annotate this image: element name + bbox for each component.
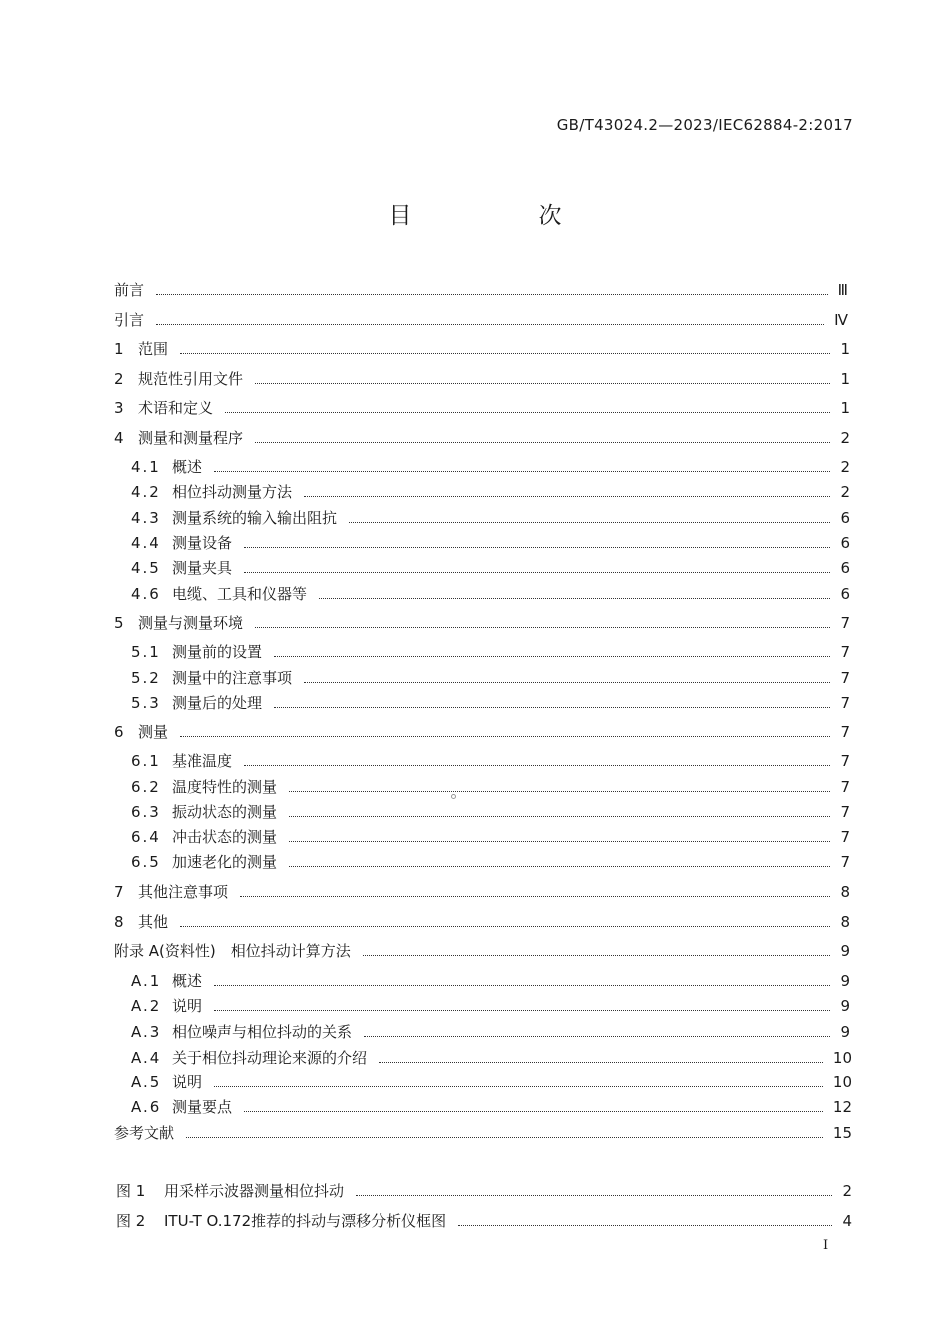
entry-label: 测量与测量环境 [138, 614, 244, 632]
entry-label: 规范性引用文件 [138, 370, 244, 388]
entry-label: 前言 [114, 281, 145, 299]
toc-entry[interactable] [114, 613, 850, 633]
dot-leader [240, 896, 830, 897]
dot-leader [255, 627, 830, 628]
dot-leader [255, 383, 830, 384]
toc-entry[interactable] [131, 642, 850, 662]
entry-label: 冲击状态的测量 [172, 828, 278, 846]
entry-page-number: 2 [840, 483, 850, 501]
toc-entry[interactable] [131, 777, 850, 797]
entry-label: 引言 [114, 311, 145, 329]
dot-leader [304, 682, 830, 683]
standard-code: GB/T43024.2—2023/IEC62884-2:2017 [556, 116, 853, 134]
toc-entry[interactable] [114, 369, 850, 389]
toc-entry[interactable] [131, 558, 850, 578]
toc-entry[interactable] [114, 280, 848, 300]
dot-leader [244, 547, 830, 548]
entry-page-number: 7 [840, 853, 850, 871]
entry-label: 测量要点 [172, 1098, 233, 1116]
dot-leader [274, 707, 830, 708]
toc-entry[interactable] [114, 722, 850, 742]
dot-leader [180, 926, 830, 927]
figure-list-entry[interactable] [116, 1181, 852, 1201]
entry-number: 8 [114, 913, 124, 931]
entry-label: 相位抖动测量方法 [172, 483, 293, 501]
entry-page-number: 12 [832, 1098, 852, 1116]
entry-number: 6.5 [131, 853, 161, 871]
entry-page-number: 7 [840, 803, 850, 821]
entry-page-number: 1 [840, 370, 850, 388]
entry-number: 4.6 [131, 585, 161, 603]
entry-page-number: 2 [840, 429, 850, 447]
footer-page-number: I [823, 1238, 829, 1253]
entry-page-number: 6 [840, 559, 850, 577]
entry-page-number: 7 [840, 694, 850, 712]
dot-leader [289, 816, 830, 817]
entry-label: 电缆、工具和仪器等 [172, 585, 308, 603]
toc-entry[interactable] [114, 339, 850, 359]
dot-leader [214, 1010, 830, 1011]
toc-entry[interactable] [131, 1097, 852, 1117]
entry-label: 概述 [172, 972, 203, 990]
entry-label: ITU-T O.172推荐的抖动与漂移分析仪框图 [164, 1212, 447, 1230]
entry-page-number: 4 [842, 1212, 852, 1230]
entry-number: 图 2 [116, 1212, 146, 1230]
entry-page-number: 6 [840, 585, 850, 603]
entry-page-number: Ⅳ [834, 311, 848, 329]
entry-number: 2 [114, 370, 124, 388]
toc-entry[interactable] [131, 457, 850, 477]
entry-page-number: 7 [840, 778, 850, 796]
entry-page-number: 8 [840, 913, 850, 931]
entry-label: 测量系统的输入输出阻抗 [172, 509, 338, 527]
entry-number: 4.1 [131, 458, 161, 476]
dot-leader [244, 765, 830, 766]
entry-number: 5 [114, 614, 124, 632]
entry-label: 范围 [138, 340, 169, 358]
toc-entry[interactable] [131, 668, 850, 688]
toc-entry[interactable] [131, 1072, 852, 1092]
entry-page-number: 7 [840, 723, 850, 741]
entry-page-number: 7 [840, 669, 850, 687]
entry-number: 4.3 [131, 509, 161, 527]
dot-leader [304, 496, 830, 497]
entry-page-number: 1 [840, 399, 850, 417]
toc-entry[interactable] [131, 533, 850, 553]
entry-page-number: 9 [840, 1023, 850, 1041]
dot-leader [356, 1195, 832, 1196]
toc-entry[interactable] [114, 882, 850, 902]
toc-entry[interactable] [114, 310, 848, 330]
entry-page-number: 8 [840, 883, 850, 901]
entry-label: 其他注意事项 [138, 883, 229, 901]
toc-entry[interactable] [114, 428, 850, 448]
entry-number: 6.1 [131, 752, 161, 770]
dot-leader [363, 955, 831, 956]
toc-entry[interactable] [131, 802, 850, 822]
entry-page-number: 15 [832, 1124, 852, 1142]
dot-leader [244, 1111, 823, 1112]
entry-page-number: 2 [840, 458, 850, 476]
entry-number: 7 [114, 883, 124, 901]
toc-entry[interactable] [114, 398, 850, 418]
dot-leader [349, 522, 830, 523]
entry-number: A.1 [131, 972, 162, 990]
dot-leader [379, 1062, 823, 1063]
entry-number: A.6 [131, 1098, 162, 1116]
dot-leader [244, 572, 830, 573]
toc-entry[interactable] [114, 912, 850, 932]
entry-page-number: 1 [840, 340, 850, 358]
entry-label: 基准温度 [172, 752, 233, 770]
entry-number: 3 [114, 399, 124, 417]
entry-page-number: 9 [840, 997, 850, 1015]
entry-label: 概述 [172, 458, 203, 476]
dot-leader [180, 353, 830, 354]
dot-leader [156, 324, 824, 325]
toc-entry[interactable] [131, 996, 850, 1016]
entry-number: 1 [114, 340, 124, 358]
entry-number: 4.4 [131, 534, 161, 552]
entry-label: 测量夹具 [172, 559, 233, 577]
entry-page-number: Ⅲ [837, 281, 848, 299]
scan-dot-mark [451, 794, 456, 799]
toc-entry[interactable] [131, 693, 850, 713]
entry-page-number: 2 [842, 1182, 852, 1200]
dot-leader [274, 656, 830, 657]
entry-label: 其他 [138, 913, 169, 931]
entry-label: 测量后的处理 [172, 694, 263, 712]
entry-number: A.4 [131, 1049, 162, 1067]
entry-number: 5.2 [131, 669, 161, 687]
entry-number: A.5 [131, 1073, 162, 1091]
entry-page-number: 10 [832, 1073, 852, 1091]
entry-label: 加速老化的测量 [172, 853, 278, 871]
entry-number: 4.5 [131, 559, 161, 577]
entry-label: 测量中的注意事项 [172, 669, 293, 687]
dot-leader [289, 866, 830, 867]
entry-page-number: 7 [840, 828, 850, 846]
dot-leader [319, 598, 830, 599]
toc-entry[interactable] [131, 852, 850, 872]
entry-page-number: 9 [840, 942, 850, 960]
dot-leader [458, 1225, 832, 1226]
entry-label: 术语和定义 [138, 399, 214, 417]
dot-leader [289, 841, 830, 842]
entry-number: 图 1 [116, 1182, 146, 1200]
toc-entry[interactable] [114, 941, 850, 961]
entry-number: 6.2 [131, 778, 161, 796]
toc-entry[interactable] [131, 482, 850, 502]
dot-leader [364, 1036, 830, 1037]
figure-list-entry[interactable] [116, 1211, 852, 1231]
dot-leader [255, 442, 830, 443]
entry-number: 4 [114, 429, 124, 447]
entry-page-number: 7 [840, 614, 850, 632]
entry-page-number: 6 [840, 509, 850, 527]
entry-label: 说明 [172, 997, 203, 1015]
entry-page-number: 10 [832, 1049, 852, 1067]
entry-page-number: 7 [840, 643, 850, 661]
entry-label: 测量前的设置 [172, 643, 263, 661]
toc-entry[interactable] [131, 971, 850, 991]
toc-entry[interactable] [131, 508, 850, 528]
toc-entry[interactable] [131, 827, 850, 847]
dot-leader [289, 791, 830, 792]
entry-number: 5.3 [131, 694, 161, 712]
entry-number: A.3 [131, 1023, 162, 1041]
entry-number: A.2 [131, 997, 162, 1015]
entry-page-number: 9 [840, 972, 850, 990]
entry-label: 说明 [172, 1073, 203, 1091]
entry-label: 振动状态的测量 [172, 803, 278, 821]
toc-entry[interactable] [131, 584, 850, 604]
toc-entry[interactable] [131, 751, 850, 771]
toc-entry[interactable] [114, 1123, 852, 1143]
entry-page-number: 6 [840, 534, 850, 552]
entry-number: 6 [114, 723, 124, 741]
dot-leader [225, 412, 830, 413]
entry-label: 测量 [138, 723, 169, 741]
toc-entry[interactable] [131, 1048, 852, 1068]
toc-entry[interactable] [131, 1022, 850, 1042]
dot-leader [214, 1086, 823, 1087]
page-title: 目 次 [388, 203, 614, 229]
dot-leader [156, 294, 828, 295]
entry-label: 测量和测量程序 [138, 429, 244, 447]
dot-leader [186, 1137, 823, 1138]
entry-number: 6.3 [131, 803, 161, 821]
entry-label: 相位噪声与相位抖动的关系 [172, 1023, 353, 1041]
entry-label: 温度特性的测量 [172, 778, 278, 796]
entry-label: 附录 A(资料性) 相位抖动计算方法 [114, 942, 351, 960]
dot-leader [214, 471, 830, 472]
entry-label: 用采样示波器测量相位抖动 [164, 1182, 345, 1200]
entry-label: 测量设备 [172, 534, 233, 552]
entry-number: 4.2 [131, 483, 161, 501]
entry-number: 5.1 [131, 643, 161, 661]
dot-leader [180, 736, 830, 737]
entry-number: 6.4 [131, 828, 161, 846]
entry-label: 关于相位抖动理论来源的介绍 [172, 1049, 368, 1067]
entry-label: 参考文献 [114, 1124, 175, 1142]
dot-leader [214, 985, 830, 986]
entry-page-number: 7 [840, 752, 850, 770]
